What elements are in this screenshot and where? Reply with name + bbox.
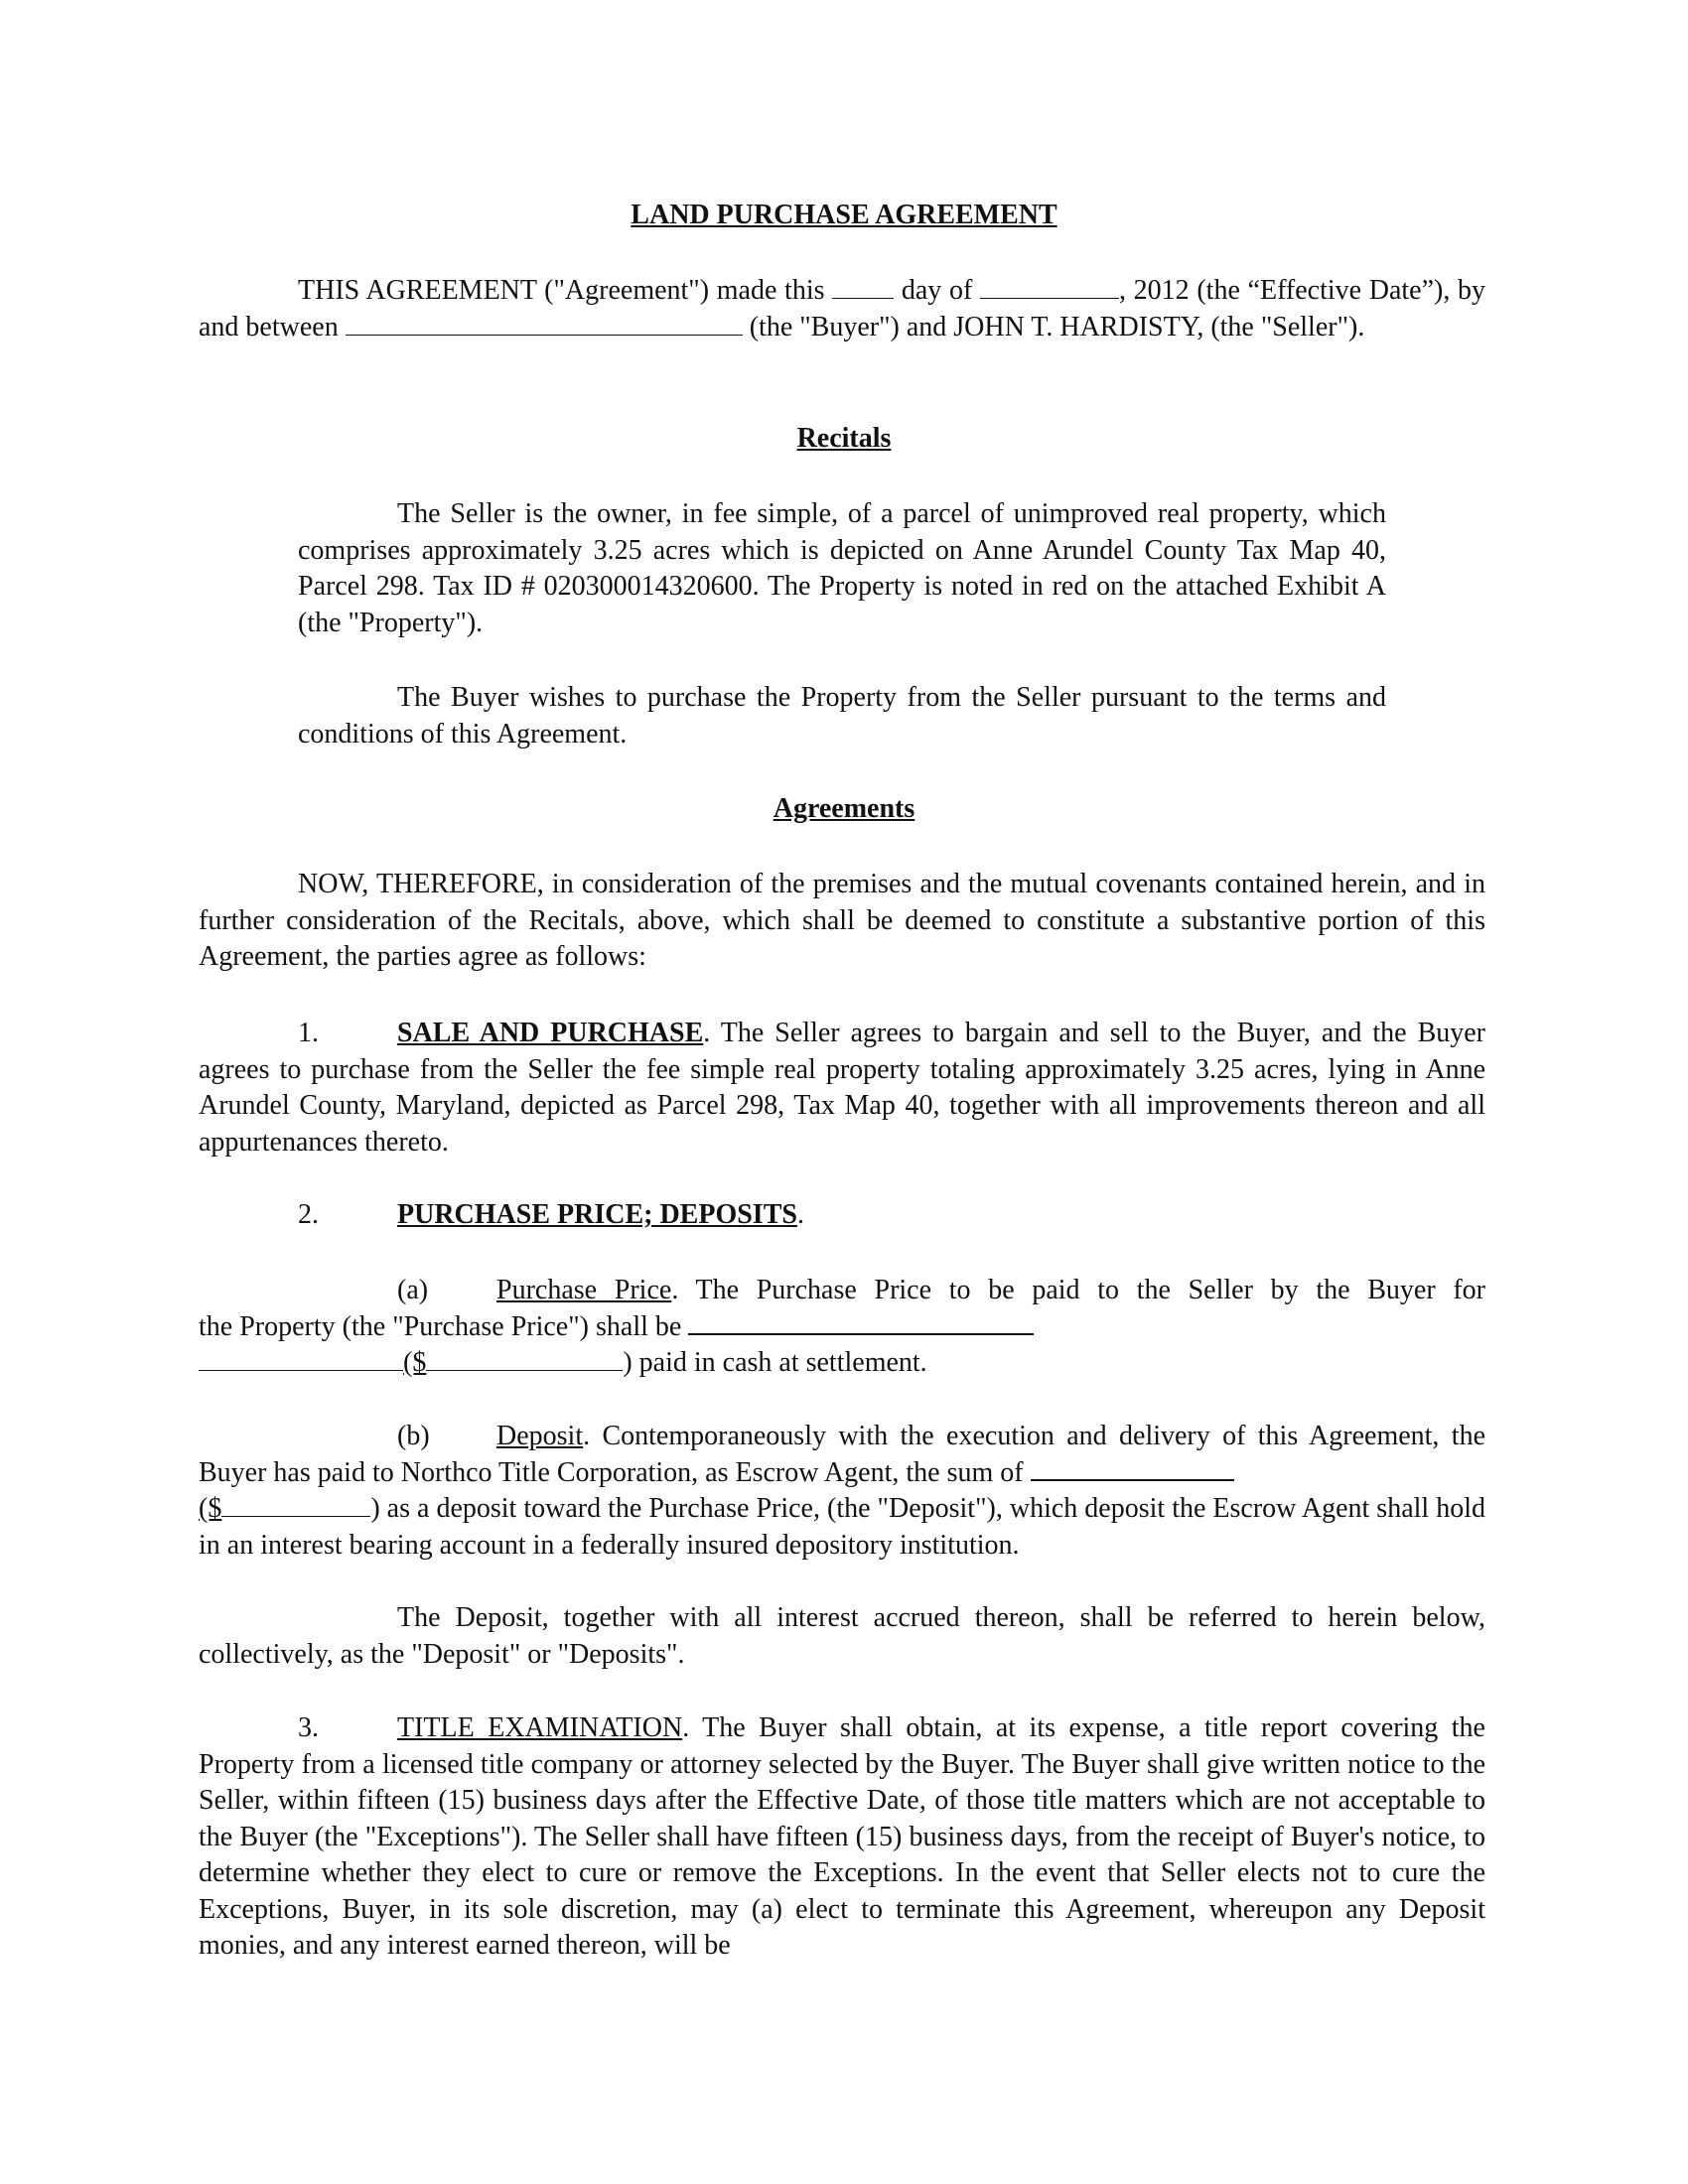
word: (the <box>342 1310 386 1342</box>
section-2a-label: (a) <box>397 1275 429 1305</box>
section-2b-label: (b) <box>397 1421 430 1451</box>
section-2-title: PURCHASE PRICE; DEPOSITS <box>397 1199 797 1230</box>
section-3-text: . The Buyer shall obtain, at its expense, a title report covering the Property from a licensed title company or attorney selected by the Buyer. The Buyer shall give written notice to the Seller, within fifteen (15) business days after the Effective Date, of those title matters which are not acceptable to the Buyer (the "Exceptions"). The Seller shall have fifteen (15) business days, from the receipt of Buyer's notice, to determine whether they elect to cure or remove the Exceptions. In the event that Seller elects not to cure the Exceptions, Buyer, in its sole discretion, may (a) elect to terminate this Agreement, whereupon any Deposit monies, and any interest earned thereon, will be <box>199 1712 1485 1961</box>
month-blank[interactable] <box>980 274 1119 299</box>
section-2a-text-2: ) paid in cash at settlement. <box>623 1347 927 1378</box>
section-1-title: SALE AND PURCHASE <box>397 1018 704 1048</box>
word: be <box>654 1310 682 1342</box>
section-1-text: . The Seller agrees to bargain and sell to the Buyer, and the Buyer agrees to purchase from the Seller the fee simple real property totaling approximately 3.25 acres, lying in Anne Arundel County, Maryland, depicted as Parcel 298, Tax Map 40, together with all improvements thereon and all appurtenances thereto. <box>199 1018 1485 1158</box>
section-2a-text-1: . The Purchase Price to be paid to the Seller by the Buyer for <box>671 1275 1485 1305</box>
word: shall <box>596 1310 648 1342</box>
dollar-sign: ($ <box>403 1347 427 1378</box>
deposit-dollar-sign: ($ <box>199 1493 222 1524</box>
intro-text-c: , 2012 (the “Effective Date”), by and between <box>199 275 1486 342</box>
word: Property <box>239 1310 336 1342</box>
agreements-intro: NOW, THEREFORE, in consideration of the premises and the mutual covenants contained herein, and in further consideration of the Recitals, above, which shall be deemed to constitute a substantive portion of this Agreement, the parties agree as follows: <box>199 869 1485 972</box>
section-2a-line-2 <box>199 1309 1485 1346</box>
section-2b-text-2: ) as a deposit toward the Purchase Price, (the "Deposit"), which deposit the Escrow Agent shall hold in an interest bearing account in a federally insured depository institution. <box>199 1493 1485 1561</box>
intro-paragraph <box>199 273 1485 345</box>
recital-paragraph-2: The Buyer wishes to purchase the Property from the Seller pursuant to the terms and conditions of this Agreement. <box>298 682 1386 750</box>
intro-text-d: (the "Buyer") and JOHN T. HARDISTY, (the "Seller"). <box>749 311 1365 342</box>
deposit-words-blank[interactable] <box>1031 1455 1234 1481</box>
word: Price") <box>510 1310 589 1342</box>
section-2b-text-1: . Contemporaneously with the execution and delivery of this Agreement, the Buyer has paid to Northco Title Corporation, as Escrow Agent, the sum of <box>199 1421 1485 1488</box>
agreements-heading: Agreements <box>773 793 915 824</box>
section-1 <box>199 1016 1485 1160</box>
section-2a-line-3 <box>199 1345 1485 1382</box>
deposit-amount-blank[interactable] <box>221 1492 370 1517</box>
intro-text-a: THIS AGREEMENT ("Agreement") made this <box>298 275 825 306</box>
intro-text-b: day of <box>901 275 973 306</box>
purchase-price-words-blank-cont[interactable] <box>199 1346 403 1371</box>
section-1-number: 1. <box>298 1018 319 1048</box>
buyer-name-blank[interactable] <box>346 311 743 336</box>
section-2c: The Deposit, together with all interest accrued thereon, shall be referred to herein below, collectively, as the "Deposit" or "Deposits". <box>199 1602 1485 1670</box>
day-blank[interactable] <box>832 274 894 299</box>
section-2b-title: Deposit <box>496 1421 584 1451</box>
section-3-title: TITLE EXAMINATION <box>397 1712 683 1743</box>
purchase-price-amount-blank[interactable] <box>426 1346 623 1371</box>
word: the <box>199 1310 233 1342</box>
document-title: LAND PURCHASE AGREEMENT <box>631 200 1057 230</box>
section-3-number: 3. <box>298 1712 319 1743</box>
section-2a-line-1 <box>199 1273 1485 1309</box>
recital-paragraph-1: The Seller is the owner, in fee simple, of a parcel of unimproved real property, which comprises approximately 3.25 acres which is depicted on Anne Arundel County Tax Map 40, Parcel 298. Tax ID # 020300014320600. The Property is noted in red on the attached Exhibit A (the "Property"). <box>298 498 1386 638</box>
section-2-period: . <box>796 1199 804 1230</box>
section-2a <box>199 1273 1485 1382</box>
section-2b <box>199 1419 1485 1564</box>
section-2-heading <box>199 1197 1485 1234</box>
recitals-heading: Recitals <box>796 423 892 454</box>
section-2a-title: Purchase Price <box>496 1275 672 1305</box>
purchase-price-words-blank[interactable] <box>688 1309 1034 1335</box>
section-2-number: 2. <box>298 1199 319 1230</box>
word: "Purchase <box>392 1310 504 1342</box>
section-3 <box>199 1710 1485 1965</box>
